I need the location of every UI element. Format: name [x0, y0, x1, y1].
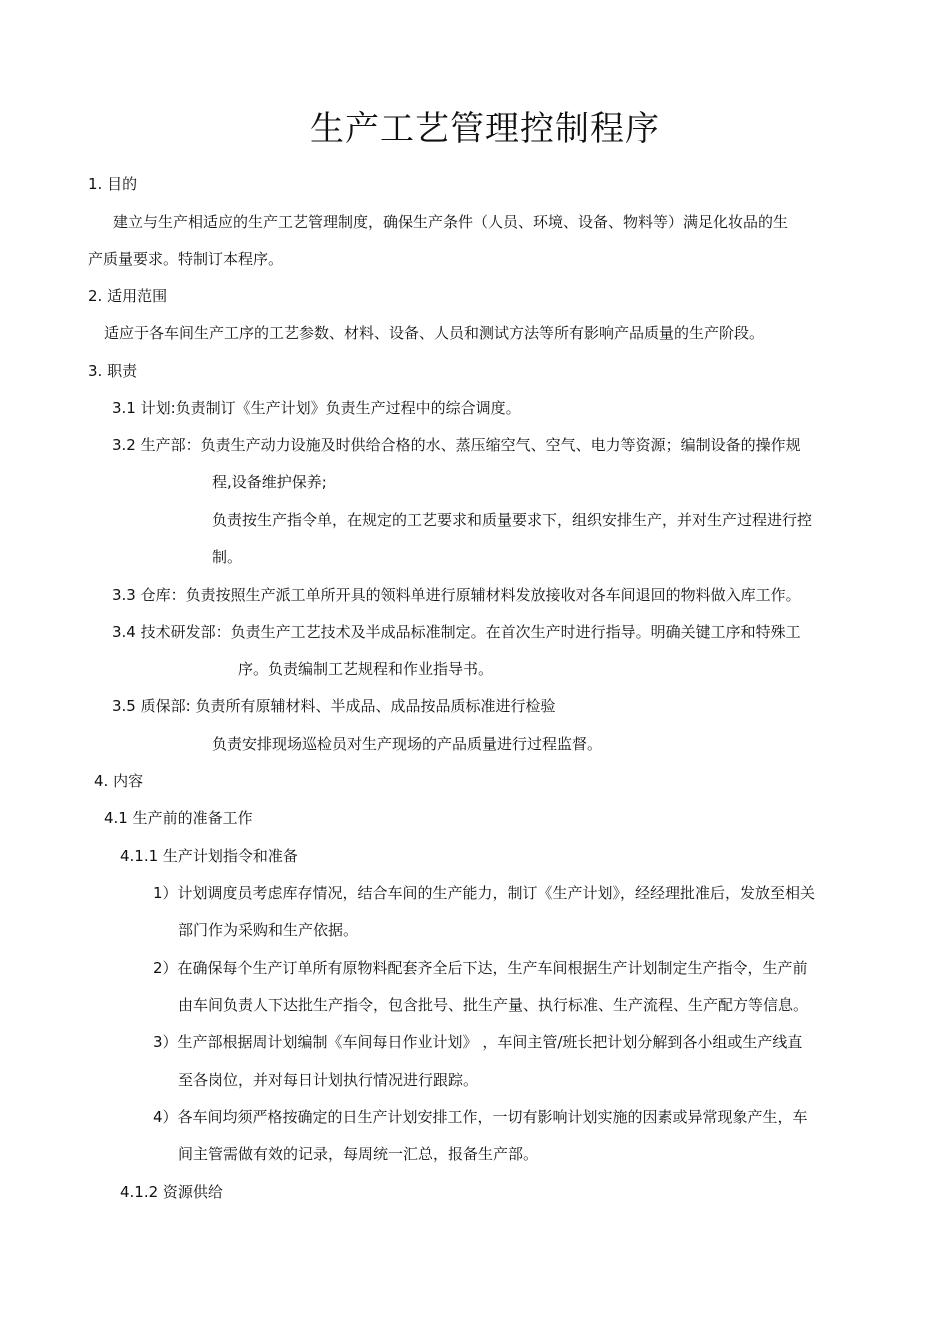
section-heading-content: 4. 内容	[94, 772, 144, 790]
list-item-line: 至各岗位，并对每日计划执行情况进行跟踪。	[178, 1071, 479, 1089]
paragraph-line: 产质量要求。特制订本程序。	[88, 250, 284, 268]
list-item-line: 由车间负责人下达批生产指令，包含批号、批生产量、执行标准、生产流程、生产配方等信息。	[178, 996, 809, 1014]
list-item-line: 3）生产部根据周计划编制《车间每日作业计划》 ，车间主管/班长把计划分解到各小组或生产线直	[153, 1033, 803, 1051]
section-heading-responsibilities: 3. 职责	[88, 362, 138, 380]
list-item-line: 间主管需做有效的记录，每周统一汇总，报备生产部。	[178, 1145, 539, 1163]
list-item-line: 4）各车间均须严格按确定的日生产计划安排工作，一切有影响计划实施的因素或异常现象产生，车	[153, 1108, 808, 1126]
list-item-line: 1）计划调度员考虑库存情况，结合车间的生产能力，制订《生产计划》，经经理批准后，发放至相关	[153, 884, 816, 902]
list-item-line: 2）在确保每个生产订单所有原物料配套齐全后下达，生产车间根据生产计划制定生产指令，生产前	[153, 959, 808, 977]
paragraph-line: 3.1 计划:负责制订《生产计划》负责生产过程中的综合调度。	[112, 399, 521, 417]
paragraph-line: 序。负责编制工艺规程和作业指导书。	[238, 660, 494, 678]
paragraph-line: 3.2 生产部：负责生产动力设施及时供给合格的水、蒸压缩空气、空气、电力等资源；编制设备的操作规	[112, 436, 801, 454]
paragraph-line: 3.4 技术研发部：负责生产工艺技术及半成品标准制定。在首次生产时进行指导。明确关键工序和特殊工	[112, 623, 801, 641]
subsection-heading: 4.1.2 资源供给	[120, 1183, 223, 1201]
document-title: 生产工艺管理控制程序	[310, 109, 660, 149]
paragraph-line: 3.3 仓库：负责按照生产派工单所开具的领料单进行原辅材料发放接收对各车间退回的物料做入库工作。	[112, 586, 801, 604]
list-item-line: 部门作为采购和生产依据。	[178, 921, 359, 939]
paragraph-line: 制。	[212, 548, 243, 566]
subsection-heading: 4.1 生产前的准备工作	[104, 809, 253, 827]
section-heading-scope: 2. 适用范围	[88, 287, 168, 305]
section-heading-purpose: 1. 目的	[88, 175, 138, 193]
paragraph-line: 建立与生产相适应的生产工艺管理制度，确保生产条件（人员、环境、设备、物料等）满足化妆品的生	[113, 213, 789, 231]
subsection-heading: 4.1.1 生产计划指令和准备	[120, 847, 298, 865]
paragraph-line: 负责按生产指令单，在规定的工艺要求和质量要求下，组织安排生产，并对生产过程进行控	[212, 511, 813, 529]
paragraph-line: 程,设备维护保养;	[212, 473, 327, 491]
paragraph-line: 3.5 质保部: 负责所有原辅材料、半成品、成品按品质标准进行检验	[112, 697, 556, 715]
paragraph-line: 适应于各车间生产工序的工艺参数、材料、设备、人员和测试方法等所有影响产品质量的生产阶段。	[104, 324, 765, 342]
paragraph-line: 负责安排现场巡检员对生产现场的产品质量进行过程监督。	[212, 735, 603, 753]
